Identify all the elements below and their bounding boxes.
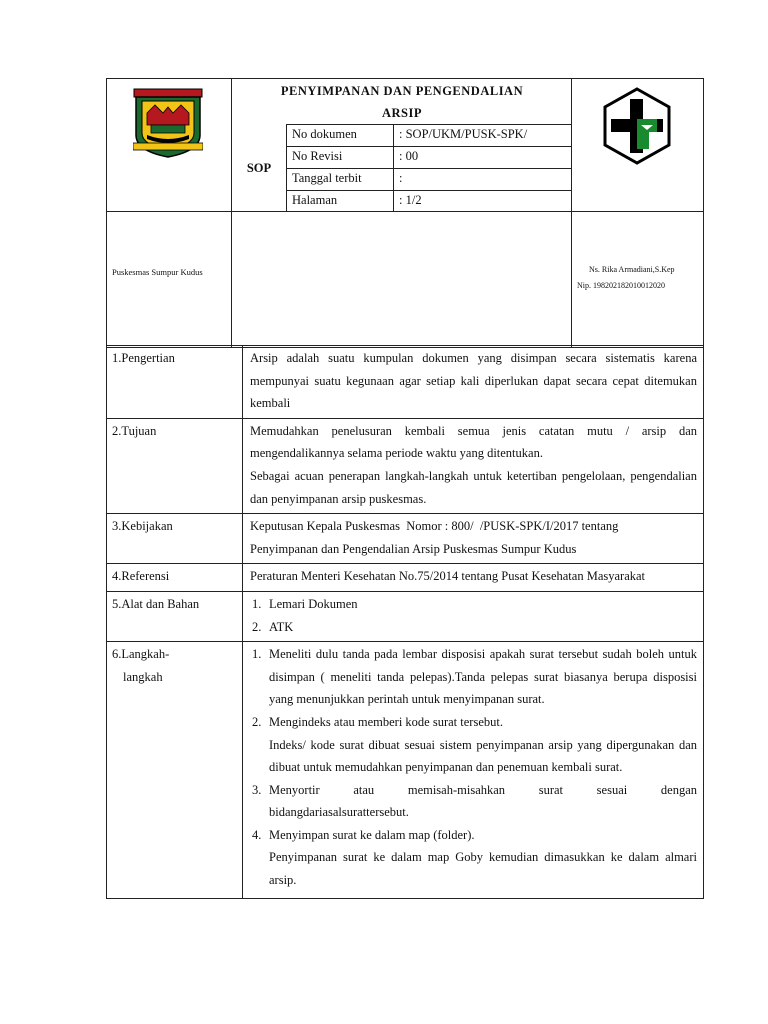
section-label: 4.Referensi [107,564,243,592]
row-kebijakan [107,514,704,564]
section-label: 6.Langkah- [112,647,170,662]
puskesmas-name: Puskesmas Sumpur Kudus [112,267,203,277]
pengertian-text: Arsip adalah suatu kumpulan dokumen yang disimpan secara sistematis karena mempunyai suatu kegunaan agar setiap kali diperlukan dapat secara cepat ditemukan kembali [250,351,697,411]
meta-key: Halaman [292,193,338,207]
sop-content-table [106,345,704,899]
list-item [250,593,697,616]
meta-key: Tanggal terbit [292,171,362,185]
row-tujuan [107,418,704,513]
item-subtext: Indeks/ kode surat dibuat sesuai sistem penyimpanan arsip yang dipergunakan dan dibuat untuk memudahkan penyimpanan dan penemuan kembali surat. [269,737,697,775]
section-label: 2.Tujuan [107,418,243,513]
meta-row-tanggal-terbit [286,168,572,190]
row-langkah [107,642,704,899]
meta-key: No Revisi [292,149,343,163]
title-line-2: ARSIP [381,106,422,120]
item-number: 4. [252,827,262,842]
document-title [232,79,572,124]
meta-value: : 1/2 [399,193,422,207]
list-item [250,824,697,892]
referensi-text: Peraturan Menteri Kesehatan No.75/2014 tentang Pusat Kesehatan Masyarakat [250,569,646,584]
row-pengertian [107,346,704,419]
meta-row-no-dokumen [286,124,572,146]
meta-value: : 00 [399,149,419,163]
signer-nip: Nip. 198202182010012020 [577,281,665,290]
title-line-1: PENYIMPANAN DAN PENGENDALIAN [280,84,524,98]
district-crest-logo [133,87,203,159]
kebijakan-line-2: Penyimpanan dan Pengendalian Arsip Puskesmas Sumpur Kudus [250,541,577,556]
list-item [250,711,697,779]
signature-block [577,262,703,294]
list-item [250,643,697,711]
signer-name: Ns. Rika Armadiani,S.Kep [589,265,675,274]
alat-list [250,593,697,638]
item-number: 2. [252,714,262,729]
section-label: 5.Alat dan Bahan [107,591,243,641]
item-number: 2. [252,619,262,634]
tujuan-paragraph-2: Sebagai acuan penerapan langkah-langkah untuk ketertiban pengelolaan, pengendalian dan penyimpanan arsip puskesmas. [250,468,697,506]
item-number: 1. [252,596,262,611]
sop-header-table [106,78,704,348]
meta-value: : [399,171,403,185]
row-alat-bahan [107,591,704,641]
item-text: Menyimpan surat ke dalam map (folder). [269,827,475,842]
item-text-cont: bidangdariasalsurattersebut. [269,805,409,820]
item-text: Lemari Dokumen [269,596,358,611]
meta-value: : SOP/UKM/PUSK-SPK/ [399,127,528,141]
item-text: Meneliti dulu tanda pada lembar disposisi apakah surat tersebut sudah boleh untuk disimpan ( meneliti tanda pelepas).Tanda pelepas surat biasanya berupa disposisi yang menunjukkan perintah untuk menyimpanan surat. [269,647,697,707]
item-text: ATK [269,619,294,634]
meta-key: No dokumen [292,127,357,141]
list-item [250,616,697,639]
list-item [250,779,697,824]
section-label: 1.Pengertian [107,346,243,419]
section-label-cont: langkah [123,669,163,684]
item-number: 3. [252,782,262,797]
item-number: 1. [252,647,262,662]
puskesmas-cross-logo [599,87,675,165]
row-referensi [107,564,704,592]
meta-row-no-revisi [286,146,572,168]
item-text: Menyortir atau memisah-misahkan surat sesuai dengan [269,782,697,797]
item-subtext: Penyimpanan surat ke dalam map Goby kemudian dimasukkan ke dalam almari arsip. [269,850,697,888]
section-label: 3.Kebijakan [107,514,243,564]
langkah-list [250,643,697,892]
kebijakan-line-1: Keputusan Kepala Puskesmas Nomor : 800/ /PUSK-SPK/I/2017 tentang [250,519,619,534]
item-text: Mengindeks atau memberi kode surat tersebut. [269,714,503,729]
tujuan-paragraph-1: Memudahkan penelusuran kembali semua jenis catatan mutu / arsip dan mengendalikannya selama periode waktu yang ditentukan. [250,423,697,461]
meta-row-halaman [286,190,572,212]
sop-label: SOP [246,160,272,175]
